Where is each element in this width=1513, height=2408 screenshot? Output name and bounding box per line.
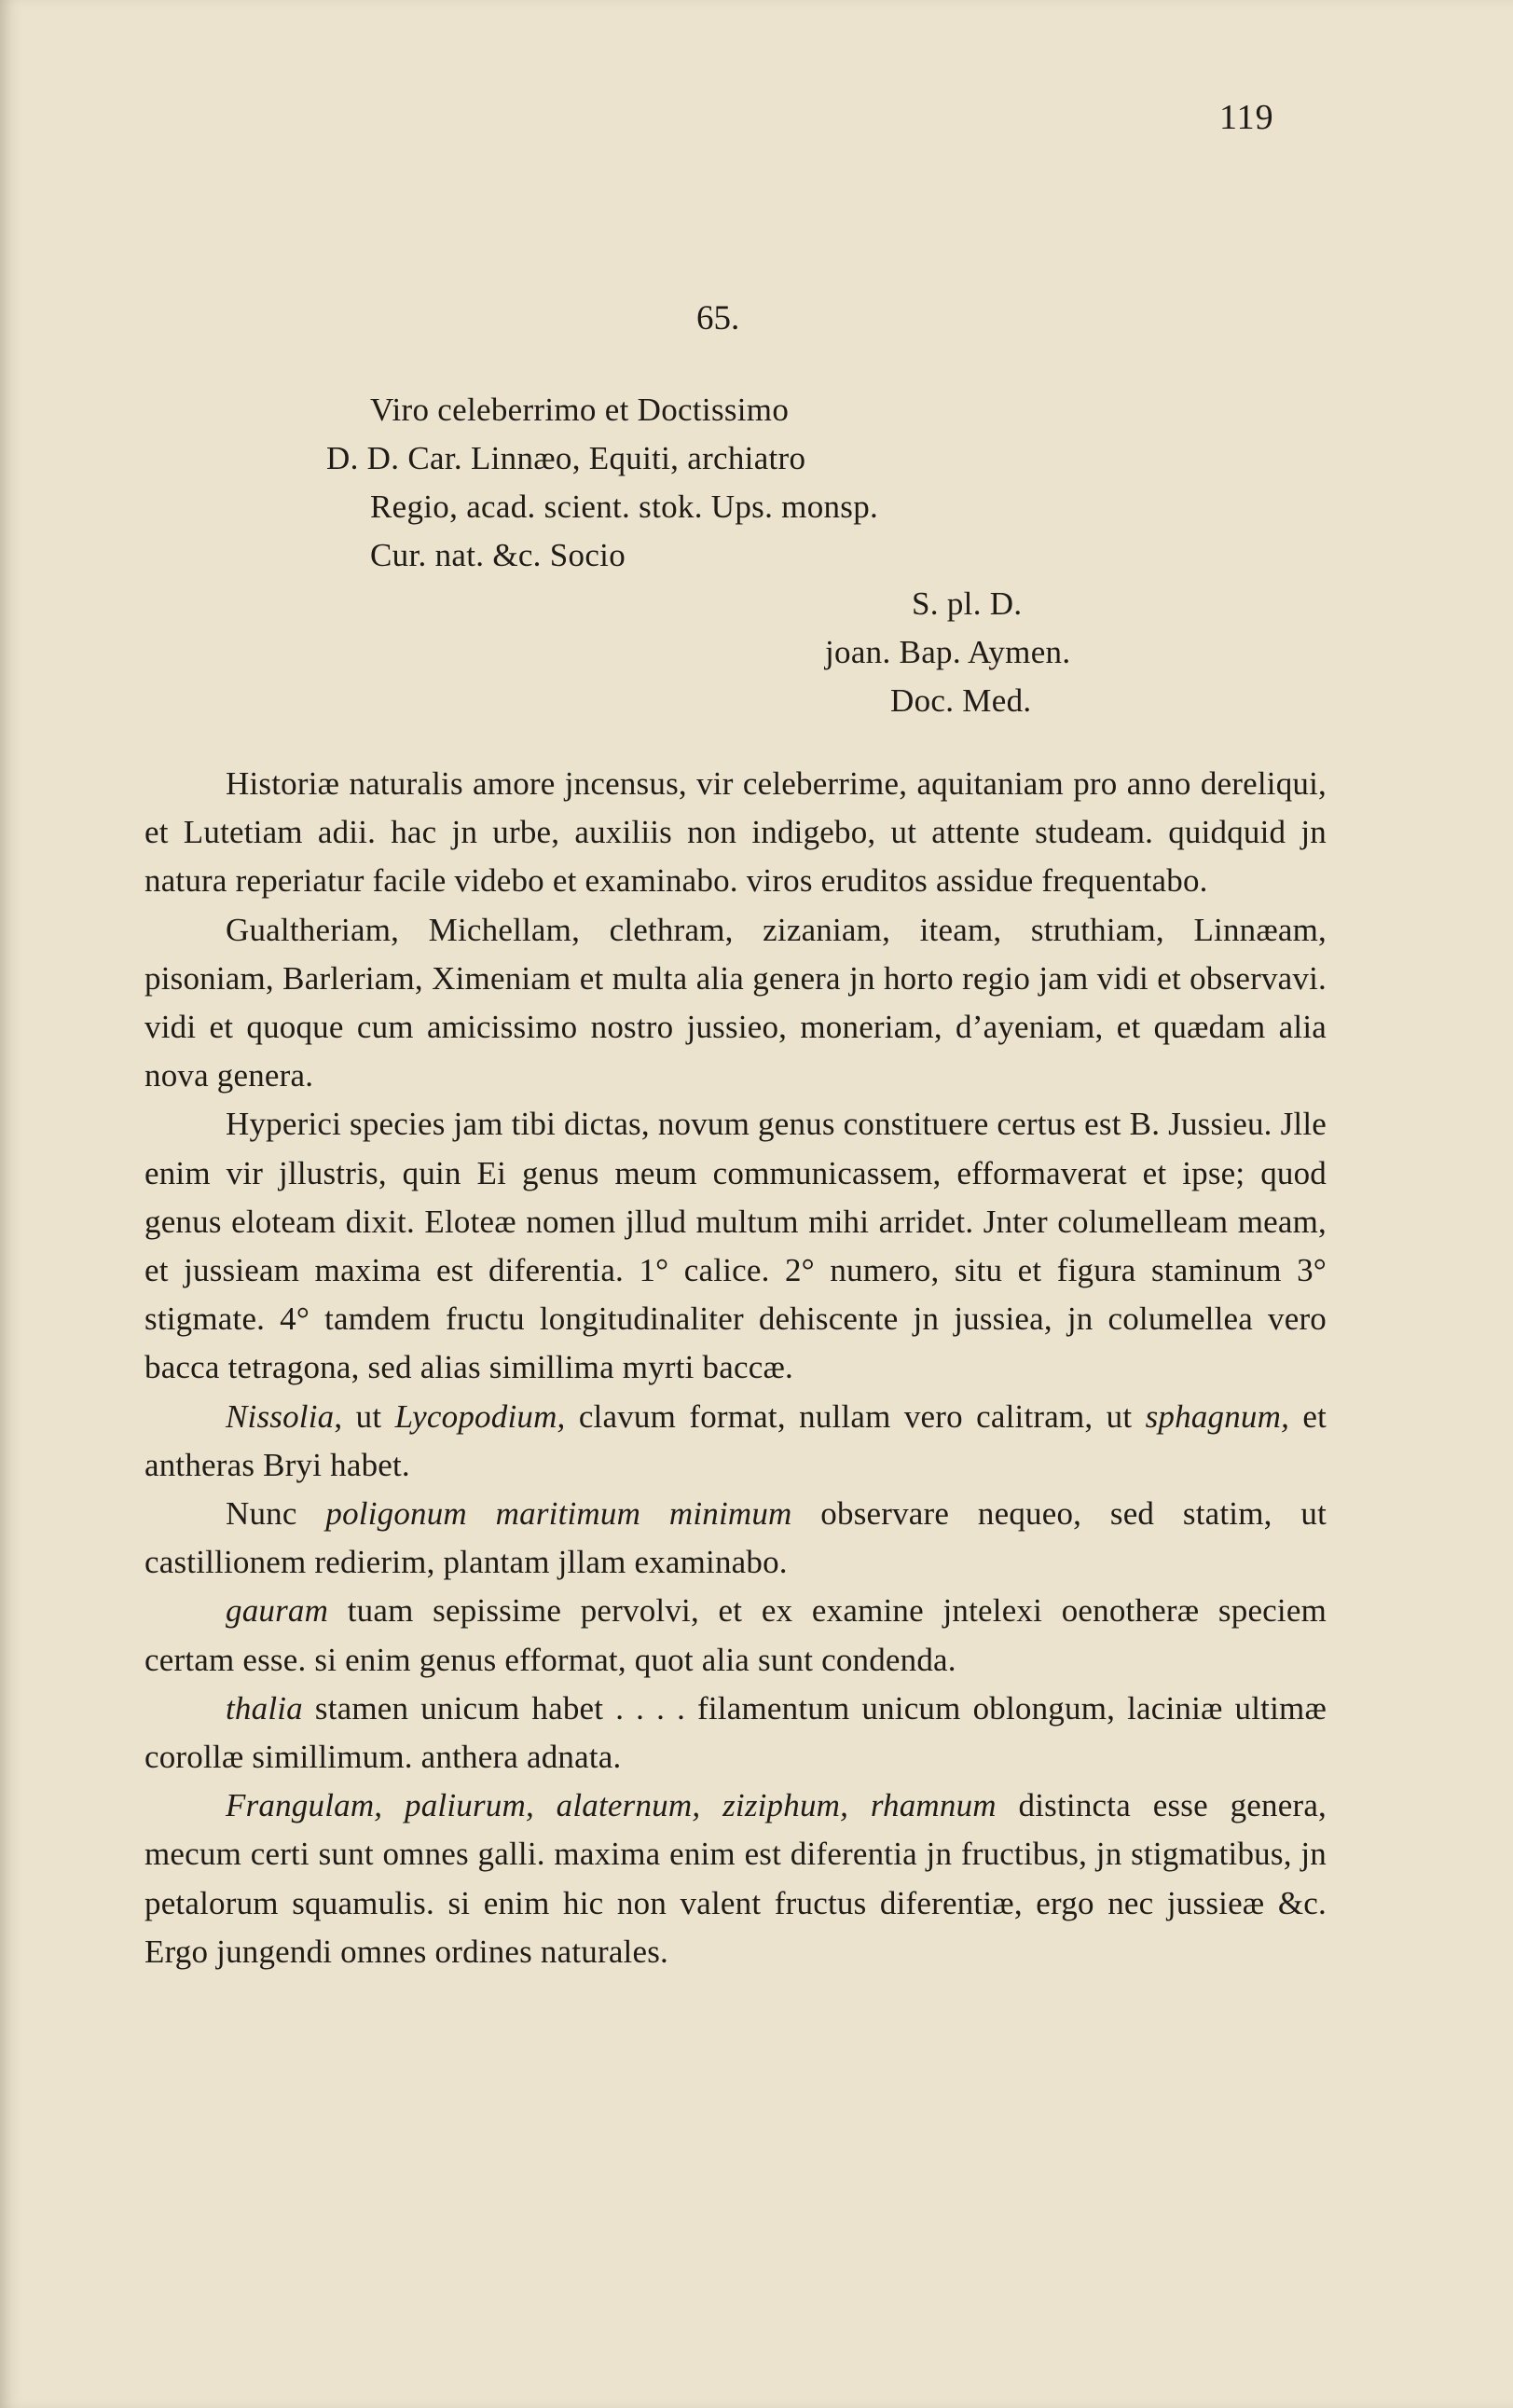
italic-term: gauram [226, 1592, 329, 1630]
italic-term: sphagnum, [1145, 1397, 1290, 1435]
body-paragraph [144, 1782, 1327, 1976]
body-paragraph [144, 1490, 1327, 1587]
body-paragraph [144, 760, 1327, 906]
body-paragraph [144, 906, 1327, 1101]
paragraph-text: Nunc [226, 1495, 326, 1533]
italic-term: poligonum maritimum minimum [325, 1495, 792, 1533]
signature-line-3: Doc. Med. [890, 682, 1032, 719]
paragraph-text: observare nequeo, sed statim, ut castillionem redierim, plantam jllam examinabo. [144, 1495, 1327, 1581]
address-line-3: Regio, acad. scient. stok. Ups. monsp. [370, 488, 879, 525]
paragraph-text: Hyperici species jam tibi dictas, novum genus constituere certus est B. Jussieu. Jlle enim vir jllustris, quin Ei genus meum communicassem, efformaverat et ipse; quod genus eloteam dixit. Eloteæ nomen jllud multum mihi arridet. Jnter columelleam meam, et jussieam maxima est diferentia. 1° calice. 2° numero, situ et figura staminum 3° stigmate. 4° tamdem fructu longitudinaliter dehiscente jn jussiea, jn columellea vero bacca tetragona, sed alias simillima myrti baccæ. [144, 1106, 1327, 1386]
page-number: 119 [1219, 98, 1274, 137]
paragraph-text: tuam sepissime pervolvi, et ex examine jntelexi oenotheræ speciem certam esse. si enim genus efformat, quot alia sunt condenda. [144, 1592, 1327, 1678]
address-line-2: D. D. Car. Linnæo, Equiti, archiatro [326, 440, 806, 476]
paragraph-text: clavum format, nullam vero calitram, ut [565, 1397, 1146, 1435]
italic-term: thalia [226, 1689, 303, 1727]
paragraph-text: , ut [334, 1397, 395, 1435]
paragraph-text: Historiæ naturalis amore jncensus, vir celeberrime, aquitaniam pro anno dereliqui, et Lutetiam adii. hac jn urbe, auxiliis non indigebo, ut attente studeam. quidquid jn natura reperiatur facile videbo et examinabo. viros eruditos assidue frequentabo. [144, 765, 1327, 900]
signature-line-2: joan. Bap. Aymen. [825, 634, 1071, 670]
signature-line-1: S. pl. D. [912, 585, 1023, 622]
address-line-4: Cur. nat. &c. Socio [370, 537, 626, 573]
paragraph-text: stamen unicum habet . . . . filamentum unicum oblongum, laciniæ ultimæ corollæ simillimum. anthera adnata. [144, 1689, 1327, 1776]
paragraph-text: et antheras Bryi habet. [144, 1397, 1327, 1483]
paragraph-text: distincta esse genera, mecum certi sunt omnes galli. maxima enim est diferentia jn fructibus, jn stigmatibus, jn petalorum squamulis. si enim hic non valent fructus diferentiæ, ergo nec jussieæ &c. Ergo jungendi omnes ordines naturales. [144, 1787, 1327, 1970]
body-paragraph [144, 1393, 1327, 1490]
italic-term: Frangulam, paliurum, alaternum, ziziphum, rhamnum [226, 1787, 997, 1824]
paragraph-text: Gualtheriam, Michellam, clethram, zizaniam, iteam, struthiam, Linnæam, pisoniam, Barleriam, Ximeniam et multa alia genera jn horto regio jam vidi et observavi. vidi et quoque cum amicissimo nostro jussieo, moneriam, d’ayeniam, et quædam alia nova genera. [144, 911, 1327, 1094]
address-line-1: Viro celeberrimo et Doctissimo [370, 392, 790, 428]
body-paragraph [144, 1587, 1327, 1684]
italic-term: Nissolia [226, 1397, 335, 1435]
body-paragraph [144, 1100, 1327, 1392]
letter-number: 65. [696, 299, 740, 337]
italic-term: Lycopodium, [394, 1397, 566, 1435]
body-paragraph [144, 1685, 1327, 1782]
letter-body [144, 760, 1327, 1976]
